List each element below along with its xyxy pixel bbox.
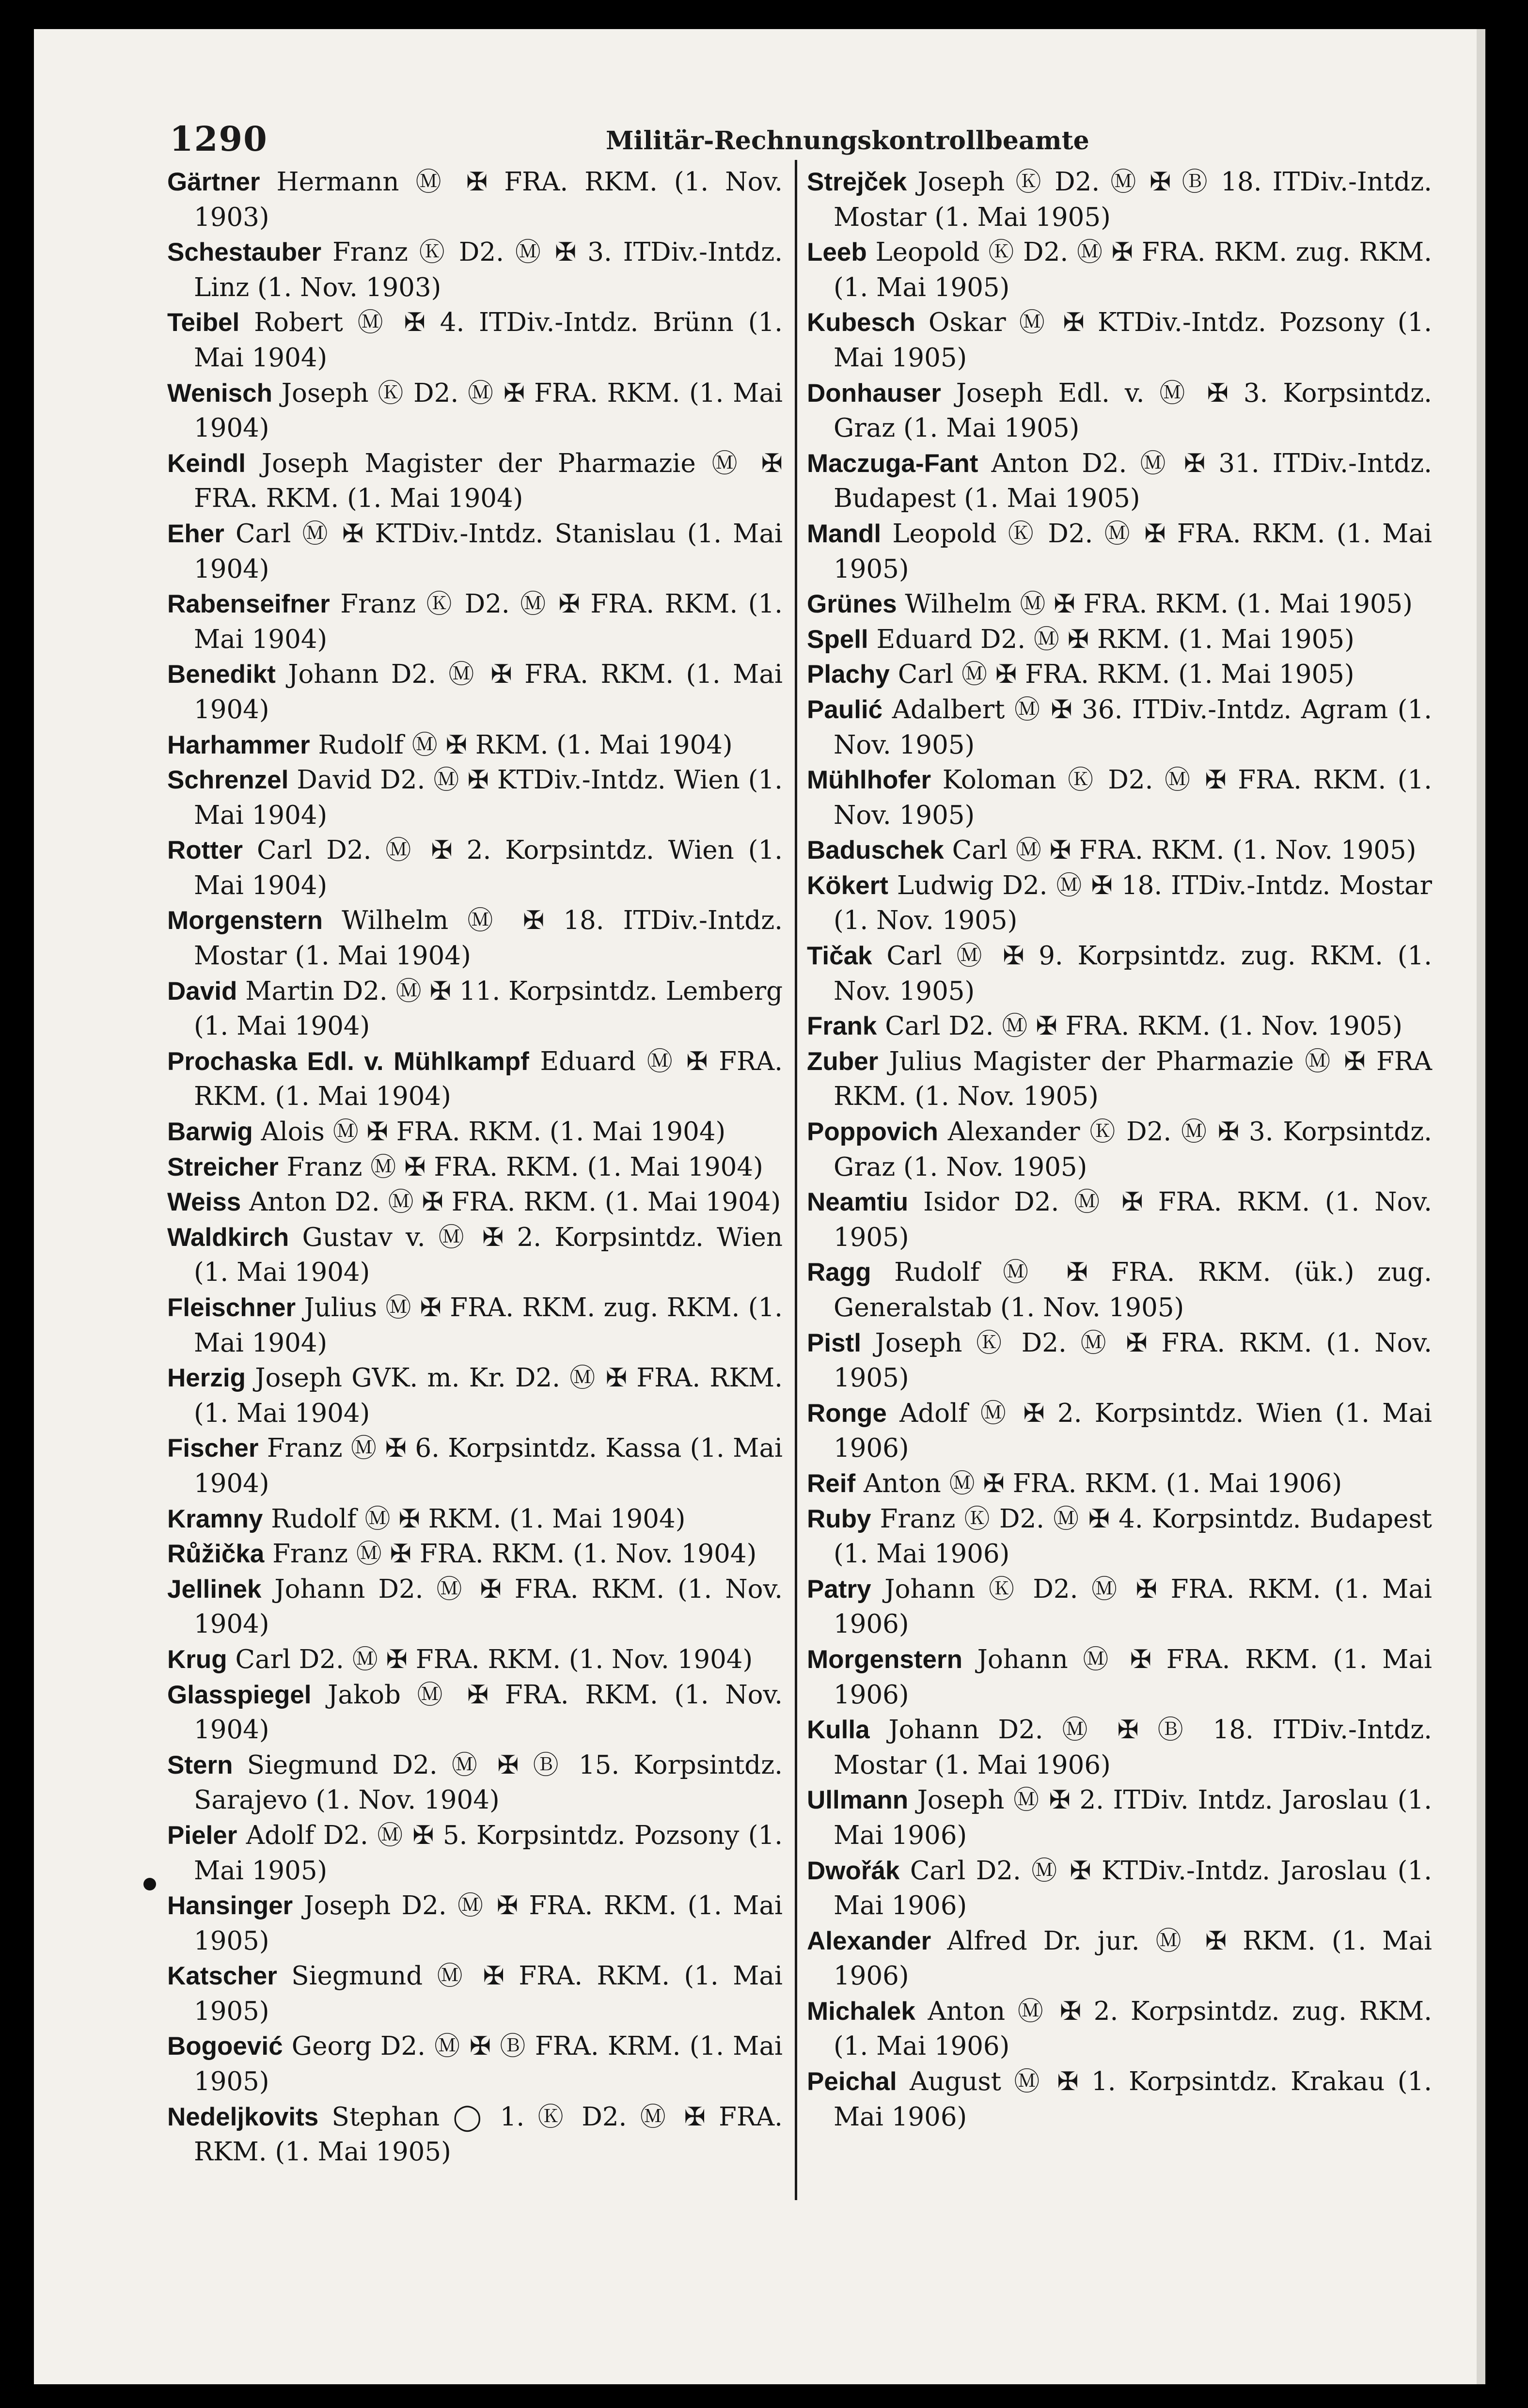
directory-entry <box>167 305 783 376</box>
entry-details: Franz Ⓚ D2. Ⓜ ✠ 3. ITDiv.-Intdz. Linz (1. Nov. 1903) <box>194 237 783 302</box>
entry-surname: Mandl <box>807 519 882 548</box>
directory-entry <box>167 833 783 903</box>
entry-surname: Paulić <box>807 695 883 724</box>
directory-entry <box>167 517 783 587</box>
entry-details: Franz Ⓚ D2. Ⓜ ✠ FRA. RKM. (1. Mai 1904) <box>194 589 783 654</box>
entry-surname: Keindl <box>167 449 246 478</box>
directory-entry <box>807 1994 1432 2064</box>
directory-entry <box>167 1150 783 1185</box>
directory-entry <box>807 517 1432 587</box>
entry-details: Robert Ⓜ ✠ 4. ITDiv.-Intdz. Brünn (1. Mai 1904) <box>194 308 783 373</box>
entry-details: Jakob Ⓜ ✠ FRA. RKM. (1. Nov. 1904) <box>194 1680 783 1745</box>
entry-details: Johann Ⓚ D2. Ⓜ ✠ FRA. RKM. (1. Mai 1906) <box>834 1574 1432 1639</box>
entry-surname: Kulla <box>807 1716 870 1745</box>
directory-entry <box>167 235 783 305</box>
entry-surname: Hansinger <box>167 1891 293 1920</box>
entry-surname: Peichal <box>807 2067 897 2096</box>
entry-surname: Grünes <box>807 590 897 619</box>
directory-entry <box>807 1466 1432 1502</box>
entry-details: Gustav v. Ⓜ ✠ 2. Korpsintdz. Wien (1. Mai 1904) <box>194 1222 783 1288</box>
entry-surname: Baduschek <box>807 836 944 865</box>
directory-entry <box>807 868 1432 939</box>
entry-details: Joseph GVK. m. Kr. D2. Ⓜ ✠ FRA. RKM. (1. Mai 1904) <box>194 1363 783 1428</box>
entry-surname: Leeb <box>807 238 867 267</box>
entry-surname: Wenisch <box>167 378 272 408</box>
entry-details: Carl D2. Ⓜ ✠ FRA. RKM. (1. Nov. 1904) <box>235 1644 753 1674</box>
directory-entry <box>167 1818 783 1889</box>
entry-details: Julius Ⓜ ✠ FRA. RKM. zug. RKM. (1. Mai 1904) <box>194 1293 783 1358</box>
entry-details: Anton D2. Ⓜ ✠ 31. ITDiv.-Intdz. Budapest (1. Mai 1905) <box>834 448 1432 514</box>
entry-surname: Jellinek <box>167 1574 262 1604</box>
entry-details: Carl D2. Ⓜ ✠ 2. Korpsintdz. Wien (1. Mai 1904) <box>194 835 783 900</box>
entry-details: Joseph Edl. v. Ⓜ ✠ 3. Korpsintdz. Graz (1. Mai 1905) <box>834 378 1432 443</box>
entry-details: August Ⓜ ✠ 1. Korpsintdz. Krakau (1. Mai 1906) <box>834 2067 1432 2132</box>
entry-details: Wilhelm Ⓜ ✠ 18. ITDiv.-Intdz. Mostar (1. Mai 1904) <box>194 906 783 971</box>
directory-entry <box>807 763 1432 833</box>
directory-entry <box>807 622 1432 658</box>
entry-surname: Rotter <box>167 836 243 865</box>
entry-surname: Ruby <box>807 1504 871 1533</box>
entry-surname: Poppovich <box>807 1117 938 1147</box>
directory-entry <box>167 728 783 763</box>
directory-entry <box>807 1502 1432 1572</box>
entry-surname: Harhammer <box>167 730 310 759</box>
entry-surname: Krug <box>167 1645 227 1674</box>
entry-surname: Schestauber <box>167 238 322 267</box>
directory-entry <box>167 1748 783 1818</box>
entry-surname: Waldkirch <box>167 1223 289 1252</box>
entry-details: Joseph D2. Ⓜ ✠ FRA. RKM. (1. Mai 1905) <box>194 1891 783 1956</box>
directory-entry <box>167 376 783 446</box>
entry-details: David D2. Ⓜ ✠ KTDiv.-Intdz. Wien (1. Mai 1904) <box>194 765 783 830</box>
entry-surname: Donhauser <box>807 378 941 408</box>
entry-details: Carl D2. Ⓜ ✠ KTDiv.-Intdz. Jaroslau (1. Mai 1906) <box>834 1856 1432 1921</box>
entry-surname: Mühlhofer <box>807 766 931 795</box>
directory-entry <box>167 1220 783 1291</box>
entry-surname: Alexander <box>807 1926 931 1955</box>
directory-entry <box>167 1959 783 2029</box>
column-divider <box>795 160 797 2200</box>
entry-details: Leopold Ⓚ D2. Ⓜ ✠ FRA. RKM. (1. Mai 1905) <box>834 519 1432 584</box>
left-column <box>167 165 783 2170</box>
directory-entry <box>807 1044 1432 1115</box>
directory-entry <box>167 763 783 833</box>
entry-details: Joseph Magister der Pharmazie Ⓜ ✠ FRA. RKM. (1. Mai 1904) <box>194 448 783 514</box>
entry-details: Adolf D2. Ⓜ ✠ 5. Korpsintdz. Pozsony (1. Mai 1905) <box>194 1820 783 1886</box>
entry-surname: Plachy <box>807 660 890 689</box>
directory-entry <box>167 1889 783 1959</box>
entry-details: Joseph Ⓚ D2. Ⓜ ✠ FRA. RKM. (1. Nov. 1905) <box>834 1328 1432 1393</box>
entry-details: Joseph Ⓚ D2. Ⓜ ✠ FRA. RKM. (1. Mai 1904) <box>194 378 783 443</box>
entry-details: Leopold Ⓚ D2. Ⓜ ✠ FRA. RKM. zug. RKM. (1. Mai 1905) <box>834 237 1432 302</box>
directory-entry <box>807 376 1432 446</box>
entry-surname: Weiss <box>167 1188 241 1217</box>
entry-surname: Ullmann <box>807 1786 909 1815</box>
entry-surname: Fleischner <box>167 1293 296 1322</box>
directory-entry <box>167 2029 783 2099</box>
entry-surname: Benedikt <box>167 660 276 689</box>
directory-entry <box>807 1009 1432 1044</box>
entry-details: Adalbert Ⓜ ✠ 36. ITDiv.-Intdz. Agram (1. Nov. 1905) <box>834 694 1432 760</box>
entry-details: Stephan ◯ 1. Ⓚ D2. Ⓜ ✠ FRA. RKM. (1. Mai 1905) <box>194 2102 783 2167</box>
directory-entry <box>167 1572 783 1642</box>
entry-surname: Barwig <box>167 1117 253 1147</box>
directory-entry <box>167 1642 783 1678</box>
entry-surname: Streicher <box>167 1152 279 1181</box>
directory-entry <box>807 165 1432 235</box>
entry-details: Johann D2. Ⓜ ✠ FRA. RKM. (1. Mai 1904) <box>194 660 783 724</box>
directory-entry <box>807 305 1432 376</box>
entry-details: Anton Ⓜ ✠ 2. Korpsintdz. zug. RKM. (1. Mai 1906) <box>834 1996 1432 2062</box>
entry-details: Rudolf Ⓜ ✠ RKM. (1. Mai 1904) <box>271 1504 686 1534</box>
directory-entry <box>167 903 783 974</box>
entry-surname: Neamtiu <box>807 1188 909 1217</box>
entry-surname: Zuber <box>807 1047 879 1076</box>
entry-surname: Stern <box>167 1750 233 1779</box>
entry-details: Johann Ⓜ ✠ FRA. RKM. (1. Mai 1906) <box>834 1644 1432 1710</box>
entry-surname: Bogoević <box>167 2032 283 2061</box>
entry-details: Hermann Ⓜ ✠ FRA. RKM. (1. Nov. 1903) <box>194 167 783 232</box>
entry-surname: Katscher <box>167 1962 277 1991</box>
directory-entry <box>807 1185 1432 1255</box>
directory-entry <box>167 1291 783 1361</box>
entry-surname: Frank <box>807 1012 877 1041</box>
entry-details: Rudolf Ⓜ ✠ FRA. RKM. (ük.) zug. Generalstab (1. Nov. 1905) <box>834 1258 1432 1322</box>
directory-entry <box>807 2064 1432 2135</box>
directory-entry <box>807 1396 1432 1466</box>
entry-details: Johann D2. Ⓜ ✠ FRA. RKM. (1. Nov. 1904) <box>194 1574 783 1639</box>
running-head: Militär-Rechnungskontrollbeamte <box>606 126 1089 156</box>
entry-details: Johann D2. Ⓜ ✠ Ⓑ 18. ITDiv.-Intdz. Mostar (1. Mai 1906) <box>834 1715 1432 1780</box>
entry-details: Wilhelm Ⓜ ✠ FRA. RKM. (1. Mai 1905) <box>905 589 1413 619</box>
entry-surname: Prochaska Edl. v. Mühlkampf <box>167 1047 529 1076</box>
entry-surname: Tičak <box>807 942 872 971</box>
entry-details: Siegmund Ⓜ ✠ FRA. RKM. (1. Mai 1905) <box>194 1961 783 2026</box>
page-number: 1290 <box>170 119 268 159</box>
entry-details: Ludwig D2. Ⓜ ✠ 18. ITDiv.-Intdz. Mostar (1. Nov. 1905) <box>834 870 1432 936</box>
entry-details: Alois Ⓜ ✠ FRA. RKM. (1. Mai 1904) <box>261 1117 726 1147</box>
entry-surname: Glasspiegel <box>167 1680 312 1709</box>
directory-entry <box>167 165 783 235</box>
directory-entry <box>807 1255 1432 1325</box>
entry-details: Adolf Ⓜ ✠ 2. Korpsintdz. Wien (1. Mai 1906) <box>834 1398 1432 1464</box>
entry-surname: David <box>167 976 237 1006</box>
entry-surname: Herzig <box>167 1364 246 1393</box>
entry-details: Anton Ⓜ ✠ FRA. RKM. (1. Mai 1906) <box>864 1468 1342 1498</box>
directory-entry <box>807 235 1432 305</box>
entry-surname: Patry <box>807 1574 871 1604</box>
entry-surname: Kubesch <box>807 308 915 337</box>
entry-surname: Fischer <box>167 1434 259 1463</box>
entry-details: Franz Ⓚ D2. Ⓜ ✠ 4. Korpsintdz. Budapest (1. Mai 1906) <box>834 1504 1432 1569</box>
entry-surname: Eher <box>167 519 224 548</box>
directory-entry <box>167 1115 783 1150</box>
entry-details: Georg D2. Ⓜ ✠ Ⓑ FRA. KRM. (1. Mai 1905) <box>194 2031 783 2097</box>
entry-surname: Dwořák <box>807 1856 900 1885</box>
directory-entry <box>807 446 1432 517</box>
directory-entry <box>807 657 1432 692</box>
entry-surname: Ronge <box>807 1399 887 1428</box>
entry-details: Carl Ⓜ ✠ KTDiv.-Intdz. Stanislau (1. Mai 1904) <box>194 519 783 584</box>
entry-details: Oskar Ⓜ ✠ KTDiv.-Intdz. Pozsony (1. Mai 1905) <box>834 308 1432 373</box>
directory-entry <box>167 657 783 727</box>
entry-surname: Růžička <box>167 1540 265 1569</box>
entry-details: Martin D2. Ⓜ ✠ 11. Korpsintdz. Lemberg (1. Mai 1904) <box>194 976 783 1041</box>
directory-entry <box>167 1502 783 1537</box>
right-column <box>807 165 1432 2135</box>
directory-entry <box>807 587 1432 622</box>
entry-details: Joseph Ⓚ D2. Ⓜ ✠ Ⓑ 18. ITDiv.-Intdz. Mostar (1. Mai 1905) <box>834 167 1432 232</box>
entry-details: Franz Ⓜ ✠ 6. Korpsintdz. Kassa (1. Mai 1904) <box>194 1433 783 1498</box>
entry-surname: Teibel <box>167 308 240 337</box>
directory-entry <box>807 692 1432 763</box>
directory-entry <box>807 1713 1432 1783</box>
directory-entry <box>167 1537 783 1572</box>
entry-surname: Morgenstern <box>807 1645 962 1674</box>
directory-entry <box>167 1044 783 1115</box>
directory-entry <box>807 1642 1432 1713</box>
entry-details: Franz Ⓜ ✠ FRA. RKM. (1. Nov. 1904) <box>272 1539 757 1569</box>
entry-details: Julius Magister der Pharmazie Ⓜ ✠ FRA RKM. (1. Nov. 1905) <box>834 1046 1432 1112</box>
entry-surname: Ragg <box>807 1258 871 1287</box>
entry-details: Eduard Ⓜ ✠ FRA. RKM. (1. Mai 1904) <box>194 1046 783 1112</box>
entry-surname: Rabenseifner <box>167 590 330 619</box>
entry-surname: Morgenstern <box>167 906 323 935</box>
entry-surname: Spell <box>807 625 868 654</box>
entry-surname: Schrenzel <box>167 766 289 795</box>
ink-blot-mark <box>143 1878 156 1890</box>
directory-entry <box>167 446 783 517</box>
directory-entry <box>167 1678 783 1748</box>
entry-details: Koloman Ⓚ D2. Ⓜ ✠ FRA. RKM. (1. Nov. 1905) <box>834 765 1432 830</box>
directory-entry <box>167 974 783 1044</box>
directory-entry <box>807 1924 1432 1994</box>
directory-entry <box>807 833 1432 868</box>
entry-details: Carl Ⓜ ✠ FRA. RKM. (1. Mai 1905) <box>898 660 1355 690</box>
entry-surname: Maczuga-Fant <box>807 449 978 478</box>
directory-entry <box>167 1431 783 1501</box>
entry-details: Alfred Dr. jur. Ⓜ ✠ RKM. (1. Mai 1906) <box>834 1926 1432 1991</box>
entry-details: Joseph Ⓜ ✠ 2. ITDiv. Intdz. Jaroslau (1. Mai 1906) <box>834 1785 1432 1850</box>
directory-entry <box>167 1361 783 1431</box>
directory-entry <box>167 1185 783 1220</box>
entry-details: Carl Ⓜ ✠ FRA. RKM. (1. Nov. 1905) <box>952 835 1417 866</box>
entry-surname: Nedeljkovits <box>167 2102 319 2131</box>
entry-details: Carl D2. Ⓜ ✠ FRA. RKM. (1. Nov. 1905) <box>885 1011 1402 1041</box>
entry-surname: Gärtner <box>167 168 260 196</box>
entry-details: Rudolf Ⓜ ✠ RKM. (1. Mai 1904) <box>318 730 733 760</box>
entry-details: Eduard D2. Ⓜ ✠ RKM. (1. Mai 1905) <box>876 624 1355 654</box>
directory-entry <box>807 1572 1432 1642</box>
directory-entry <box>167 2100 783 2170</box>
directory-entry <box>807 939 1432 1009</box>
entry-surname: Pistl <box>807 1328 861 1357</box>
entry-surname: Kramny <box>167 1504 263 1533</box>
directory-entry <box>807 1115 1432 1185</box>
entry-details: Anton D2. Ⓜ ✠ FRA. RKM. (1. Mai 1904) <box>249 1187 781 1217</box>
entry-details: Carl Ⓜ ✠ 9. Korpsintdz. zug. RKM. (1. Nov. 1905) <box>834 941 1432 1006</box>
entry-details: Alexander Ⓚ D2. Ⓜ ✠ 3. Korpsintdz. Graz (1. Nov. 1905) <box>834 1117 1432 1182</box>
directory-entry <box>167 587 783 657</box>
entry-details: Isidor D2. Ⓜ ✠ FRA. RKM. (1. Nov. 1905) <box>834 1187 1432 1252</box>
entry-surname: Kökert <box>807 871 888 900</box>
directory-entry <box>807 1783 1432 1853</box>
entry-surname: Michalek <box>807 1997 915 2026</box>
entry-surname: Strejček <box>807 168 907 196</box>
entry-details: Franz Ⓜ ✠ FRA. RKM. (1. Mai 1904) <box>286 1152 763 1182</box>
directory-entry <box>807 1326 1432 1396</box>
entry-details: Siegmund D2. Ⓜ ✠ Ⓑ 15. Korpsintdz. Sarajevo (1. Nov. 1904) <box>194 1750 783 1815</box>
directory-entry <box>807 1854 1432 1924</box>
entry-surname: Reif <box>807 1469 856 1498</box>
entry-surname: Pieler <box>167 1821 237 1850</box>
